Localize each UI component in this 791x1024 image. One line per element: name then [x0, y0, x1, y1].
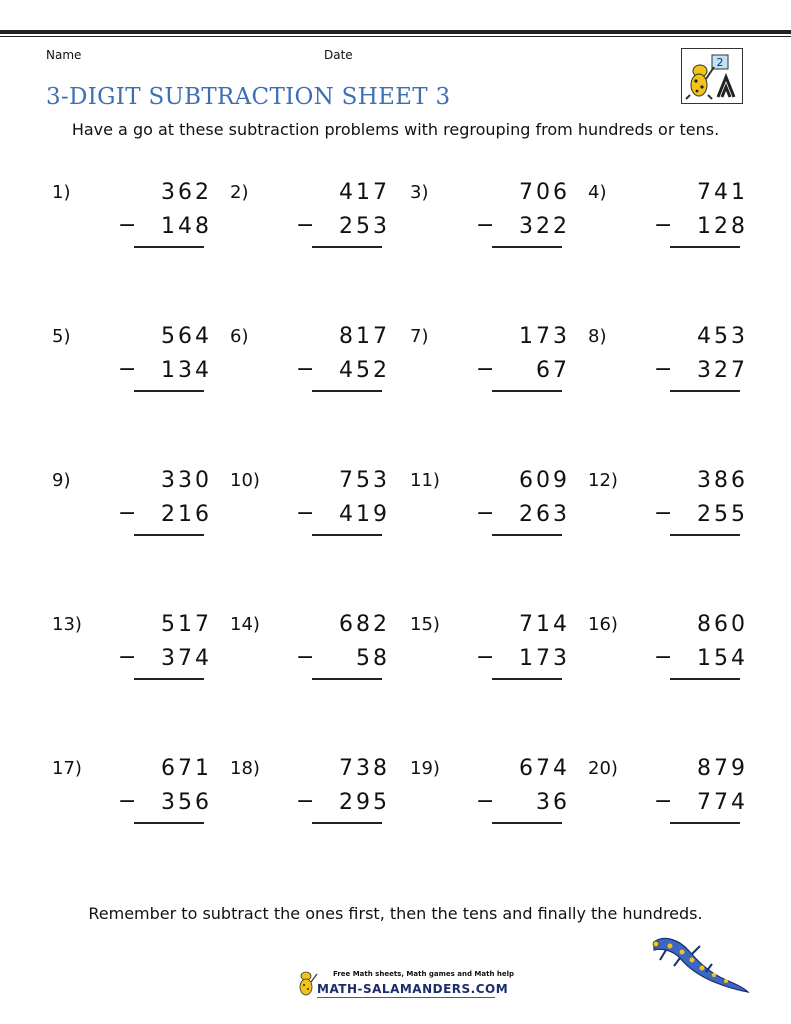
minuend: 671 — [161, 756, 212, 781]
problem-11 — [410, 464, 580, 544]
problem-number: 12) — [588, 470, 618, 491]
footer-note: Remember to subtract the ones first, then the tens and finally the hundreds. — [88, 904, 703, 923]
problem-10 — [230, 464, 400, 544]
minus-sign: − — [476, 789, 495, 814]
name-label: Name — [46, 48, 82, 62]
problem-number: 5) — [52, 326, 71, 347]
salamander-icon — [640, 930, 750, 995]
brand-mascot-icon — [297, 968, 319, 998]
minus-sign: − — [654, 789, 673, 814]
subtrahend: 173 — [519, 646, 570, 671]
minuend: 682 — [339, 612, 390, 637]
subtrahend: 374 — [161, 646, 212, 671]
minuend: 173 — [519, 324, 570, 349]
problem-3 — [410, 176, 580, 256]
problem-15 — [410, 608, 580, 688]
answer-line — [492, 822, 562, 824]
salamander-illustration — [640, 930, 750, 995]
problem-6 — [230, 320, 400, 400]
answer-line — [312, 678, 382, 680]
minuend: 453 — [697, 324, 748, 349]
minuend: 714 — [519, 612, 570, 637]
minus-sign: − — [296, 213, 315, 238]
answer-line — [312, 246, 382, 248]
minus-sign: − — [476, 645, 495, 670]
problem-17 — [52, 752, 222, 832]
problem-12 — [588, 464, 758, 544]
minus-sign: − — [654, 357, 673, 382]
answer-line — [312, 822, 382, 824]
minuend: 879 — [697, 756, 748, 781]
problem-number: 9) — [52, 470, 71, 491]
subtrahend: 128 — [697, 214, 748, 239]
subtrahend: 216 — [161, 502, 212, 527]
minuend: 386 — [697, 468, 748, 493]
subtrahend: 58 — [356, 646, 390, 671]
salamander-teacher-icon — [682, 49, 742, 103]
subtrahend: 452 — [339, 358, 390, 383]
problem-number: 4) — [588, 182, 607, 203]
date-label: Date — [324, 48, 353, 62]
problem-number: 15) — [410, 614, 440, 635]
problem-20 — [588, 752, 758, 832]
problem-16 — [588, 608, 758, 688]
answer-line — [670, 390, 740, 392]
problem-number: 8) — [588, 326, 607, 347]
answer-line — [134, 534, 204, 536]
problem-5 — [52, 320, 222, 400]
minus-sign: − — [296, 357, 315, 382]
minuend: 609 — [519, 468, 570, 493]
minuend: 674 — [519, 756, 570, 781]
problem-4 — [588, 176, 758, 256]
answer-line — [670, 822, 740, 824]
subtrahend: 67 — [536, 358, 570, 383]
minus-sign: − — [654, 645, 673, 670]
logo-badge: 2 — [716, 56, 724, 69]
minus-sign: − — [654, 213, 673, 238]
minus-sign: − — [118, 789, 137, 814]
problem-8 — [588, 320, 758, 400]
minus-sign: − — [296, 501, 315, 526]
problem-number: 16) — [588, 614, 618, 635]
page-title: 3-DIGIT SUBTRACTION SHEET 3 — [46, 84, 451, 110]
answer-line — [670, 534, 740, 536]
subtrahend: 419 — [339, 502, 390, 527]
answer-line — [492, 390, 562, 392]
minus-sign: − — [476, 501, 495, 526]
problem-number: 18) — [230, 758, 260, 779]
problem-14 — [230, 608, 400, 688]
problem-number: 11) — [410, 470, 440, 491]
problem-number: 17) — [52, 758, 82, 779]
minuend: 330 — [161, 468, 212, 493]
problem-number: 20) — [588, 758, 618, 779]
problem-1 — [52, 176, 222, 256]
problem-number: 19) — [410, 758, 440, 779]
problem-number: 14) — [230, 614, 260, 635]
problem-13 — [52, 608, 222, 688]
brand-tagline: Free Math sheets, Math games and Math help — [333, 970, 515, 978]
math-salamanders-logo — [681, 48, 743, 104]
footer-brand — [297, 966, 515, 1002]
minuend: 753 — [339, 468, 390, 493]
problem-number: 7) — [410, 326, 429, 347]
problem-7 — [410, 320, 580, 400]
minuend: 417 — [339, 180, 390, 205]
answer-line — [492, 534, 562, 536]
problem-number: 1) — [52, 182, 71, 203]
answer-line — [670, 246, 740, 248]
minus-sign: − — [118, 645, 137, 670]
minuend: 706 — [519, 180, 570, 205]
answer-line — [312, 534, 382, 536]
problem-9 — [52, 464, 222, 544]
problem-19 — [410, 752, 580, 832]
minus-sign: − — [476, 357, 495, 382]
subtrahend: 295 — [339, 790, 390, 815]
minuend: 564 — [161, 324, 212, 349]
problem-number: 10) — [230, 470, 260, 491]
problem-number: 2) — [230, 182, 249, 203]
answer-line — [134, 246, 204, 248]
subtrahend: 327 — [697, 358, 748, 383]
problem-number: 6) — [230, 326, 249, 347]
top-rule-thin — [0, 36, 791, 37]
minus-sign: − — [118, 213, 137, 238]
subtrahend: 253 — [339, 214, 390, 239]
minus-sign: − — [296, 645, 315, 670]
minuend: 860 — [697, 612, 748, 637]
minuend: 517 — [161, 612, 212, 637]
minuend: 741 — [697, 180, 748, 205]
subtrahend: 263 — [519, 502, 570, 527]
subtrahend: 356 — [161, 790, 212, 815]
subtrahend: 322 — [519, 214, 570, 239]
subtrahend: 255 — [697, 502, 748, 527]
brand-underline — [317, 997, 495, 998]
minus-sign: − — [296, 789, 315, 814]
minus-sign: − — [476, 213, 495, 238]
minuend: 817 — [339, 324, 390, 349]
answer-line — [134, 390, 204, 392]
answer-line — [492, 678, 562, 680]
problem-2 — [230, 176, 400, 256]
minus-sign: − — [118, 357, 137, 382]
subtrahend: 134 — [161, 358, 212, 383]
answer-line — [492, 246, 562, 248]
minuend: 738 — [339, 756, 390, 781]
problem-number: 13) — [52, 614, 82, 635]
answer-line — [312, 390, 382, 392]
instructions-text: Have a go at these subtraction problems with regrouping from hundreds or tens. — [71, 120, 720, 139]
subtrahend: 774 — [697, 790, 748, 815]
minus-sign: − — [118, 501, 137, 526]
answer-line — [134, 678, 204, 680]
answer-line — [670, 678, 740, 680]
problem-18 — [230, 752, 400, 832]
subtrahend: 154 — [697, 646, 748, 671]
answer-line — [134, 822, 204, 824]
subtrahend: 36 — [536, 790, 570, 815]
subtrahend: 148 — [161, 214, 212, 239]
minuend: 362 — [161, 180, 212, 205]
problem-number: 3) — [410, 182, 429, 203]
minus-sign: − — [654, 501, 673, 526]
top-rule-thick — [0, 30, 791, 34]
brand-site: MATH-SALAMANDERS.COM — [317, 982, 509, 996]
